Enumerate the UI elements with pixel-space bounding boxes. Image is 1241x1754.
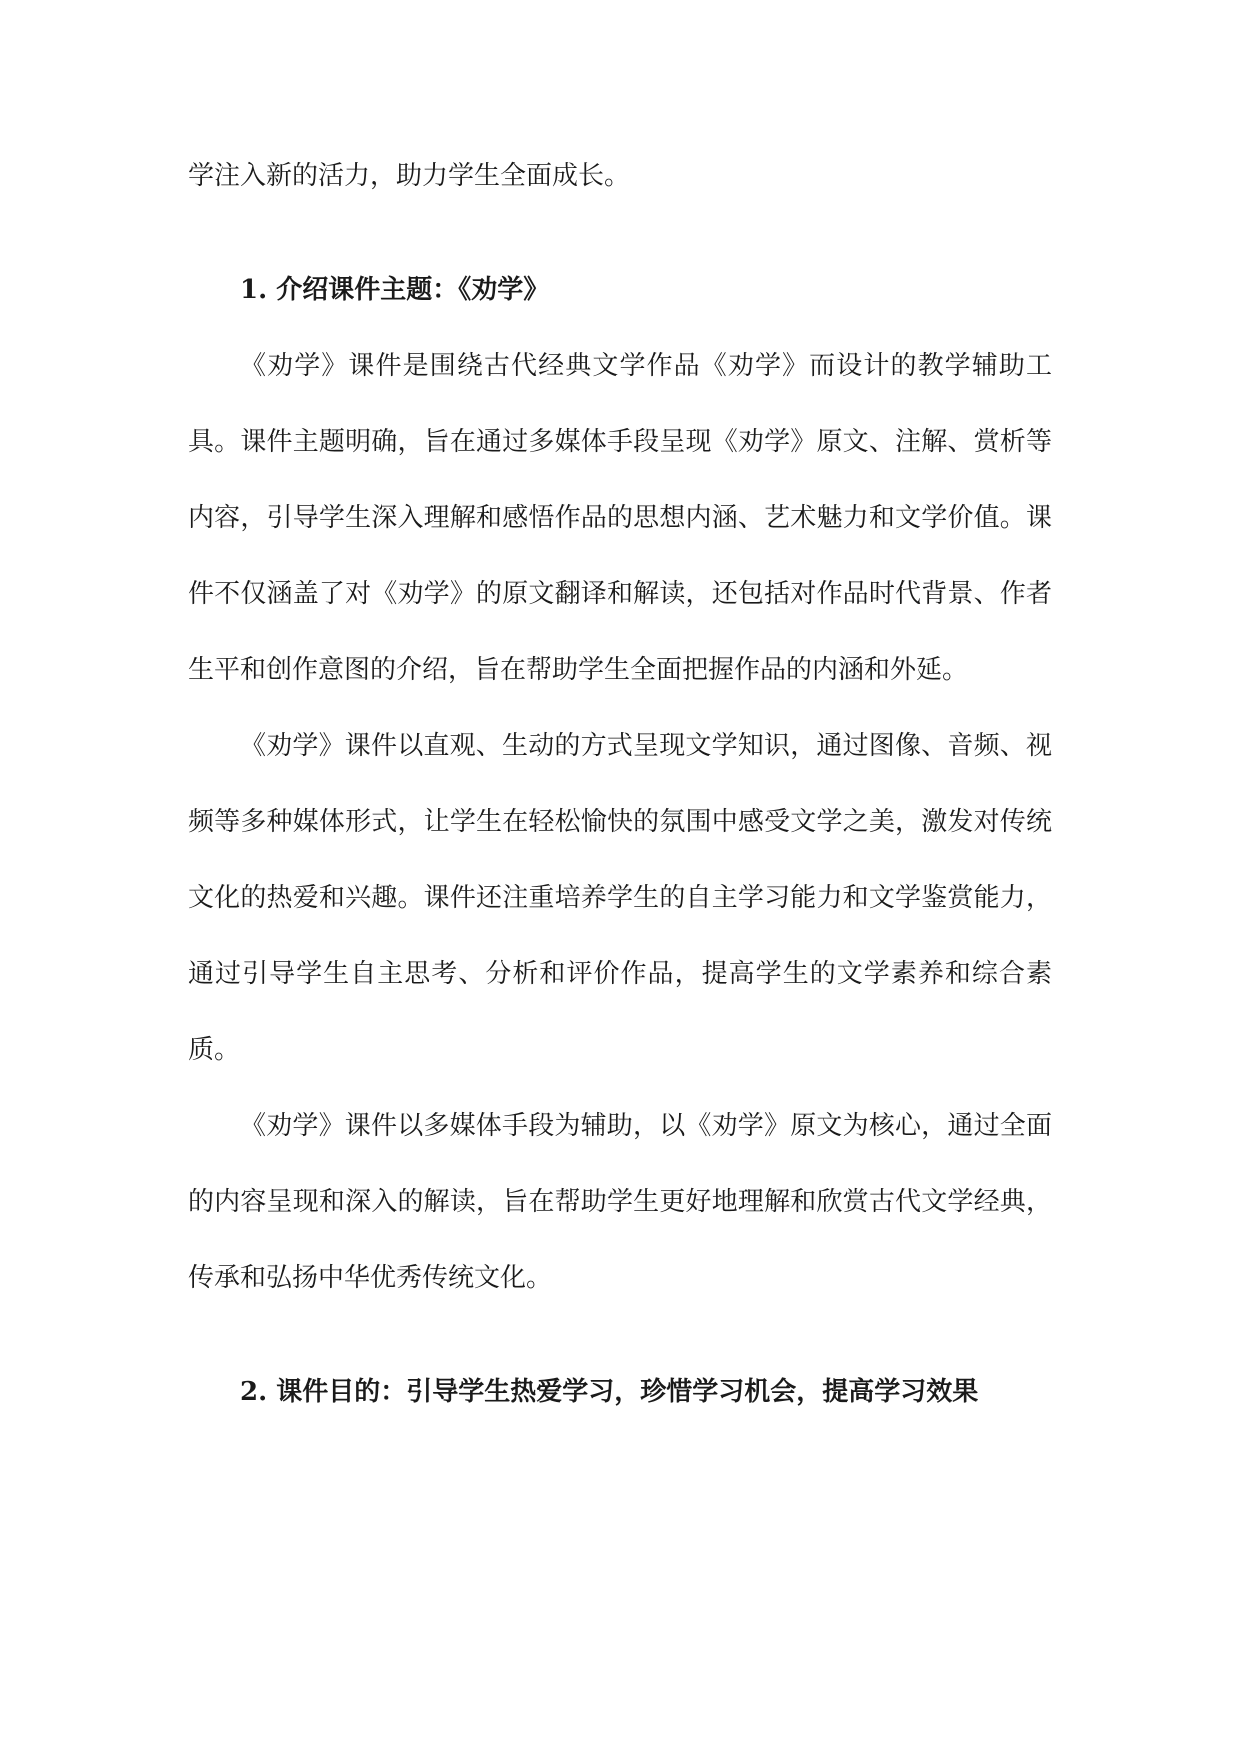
section-2-heading: 2. 课件目的：引导学生热爱学习，珍惜学习机会，提高学习效果 [240,1377,979,1407]
section-1-paragraph-1: 《劝学》课件是围绕古代经典文学作品《劝学》而设计的教学辅助工具。课件主题明确，旨在通过多媒体手段呈现《劝学》原文、注解、赏析等内容，引导学生深入理解和感悟作品的思想内涵、艺术魅力和文学价值。课件不仅涵盖了对《劝学》的原文翻译和解读，还包括对作品时代背景、作者生平和创作意图的介绍，旨在帮助学生全面把握作品的内涵和外延。 [188,351,1052,685]
section-1-heading: 1. 介绍课件主题：《劝学》 [240,275,550,305]
section-1-paragraph-3: 《劝学》课件以多媒体手段为辅助，以《劝学》原文为核心，通过全面的内容呈现和深入的解读，旨在帮助学生更好地理解和欣赏古代文学经典，传承和弘扬中华优秀传统文化。 [188,1111,1052,1293]
section-1-paragraph-2: 《劝学》课件以直观、生动的方式呈现文学知识，通过图像、音频、视频等多种媒体形式，让学生在轻松愉快的氛围中感受文学之美，激发对传统文化的热爱和兴趣。课件还注重培养学生的自主学习能力和文学鉴赏能力，通过引导学生自主思考、分析和评价作品，提高学生的文学素养和综合素质。 [188,731,1052,1065]
continuation-paragraph: 学注入新的活力，助力学生全面成长。 [188,161,631,191]
document-body [188,138,1052,1430]
